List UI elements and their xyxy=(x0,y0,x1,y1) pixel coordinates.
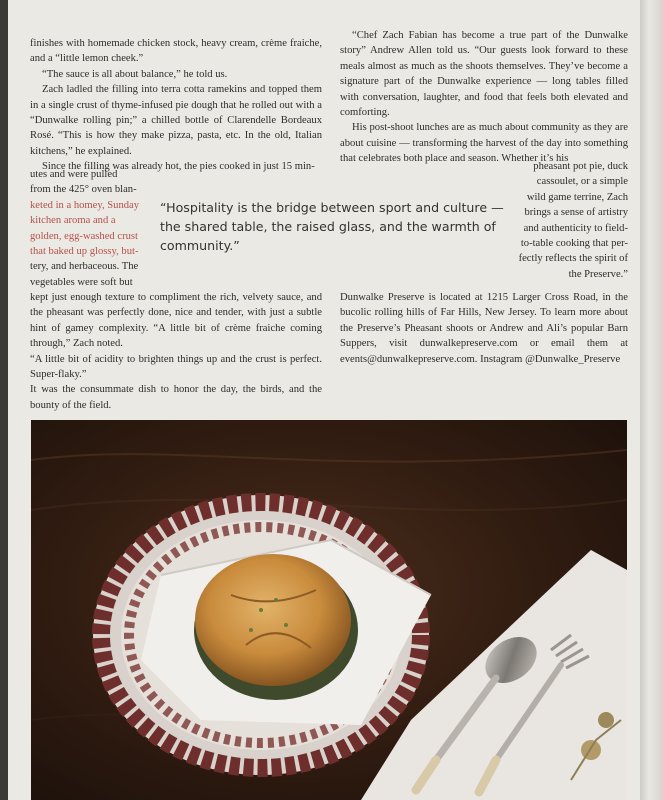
left-paragraph-5: “A little bit of acidity to brighten things up and the crust is perfect. Super-flaky.” xyxy=(30,353,322,381)
left-paragraph-6: It was the consummate dish to honor the day, the birds, and the bounty of the field. xyxy=(30,384,322,411)
wrap-line: fectly reflects the spirit of xyxy=(518,253,628,265)
right-paragraph-2: His post-shoot lunches are as much about community as they are about cuisine — transforming the harvest of the day into something that celebrates both place and season. Whether it’s his xyxy=(340,122,628,165)
wrap-line: the Preserve.” xyxy=(568,268,628,280)
right-column-continued xyxy=(340,290,628,367)
left-column-continued xyxy=(30,290,322,413)
wrap-line: vegetables were soft but xyxy=(30,276,133,288)
wrap-line: and authenticity to field- xyxy=(523,222,628,234)
left-paragraph-4-continued: kept just enough texture to compliment the rich, velvety sauce, and the pheasant was perfectly done, nice and tender, with just a subtle hint of gamey complexity. “A little bit of crème fraiche coming through,” Zach noted. xyxy=(30,292,322,350)
wrap-line: tery, and herbaceous. The xyxy=(30,261,139,273)
right-column xyxy=(340,28,628,167)
left-paragraph-4: Since the filling was already hot, the pies cooked in just 15 min- xyxy=(42,161,315,173)
wrap-line: pheasant pot pie, duck xyxy=(533,161,628,172)
next-page-edge xyxy=(640,0,663,800)
wrap-line: utes and were pulled xyxy=(30,169,118,180)
wrap-line: to-table cooking that per- xyxy=(520,238,628,250)
left-paragraph-2: “The sauce is all about balance,” he told us. xyxy=(42,68,228,80)
left-paragraph-3: Zach ladled the filling into terra cotta ramekins and topped them in a single crust of thyme-infused pie dough that he rolled out with a “Dunwalke rolling pin;” a chilled bottle of Clarendelle Bordeaux Rosé. “This is how they make pizza, pasta, etc. In the old, Italian kitchens,” he explained. xyxy=(30,84,322,157)
wrap-line-highlighted: that baked up glossy, but- xyxy=(30,246,139,258)
photo-illustration xyxy=(31,420,627,800)
pot-pie-photo xyxy=(31,420,627,800)
right-paragraph-1: “Chef Zach Fabian has become a true part of the Dunwalke story” Andrew Allen told us. “Our guests look forward to these meals almost as much as the shoots themselves. They’ve become a signature part of the Dunwalke experience — long tables filled with conversation, laughter, and food that feels both elevated and comforting. xyxy=(340,30,628,119)
wrap-line: wild game terrine, Zach xyxy=(526,191,628,203)
left-paragraph-1: finishes with homemade chicken stock, heavy cream, crème fraiche, and a “little lemon cheek.” xyxy=(30,38,322,65)
left-column xyxy=(30,36,322,175)
wrap-line-highlighted: golden, egg-washed crust xyxy=(30,230,138,242)
wrap-line: cassoulet, or a simple xyxy=(536,176,628,188)
wrap-line-highlighted: kitchen aroma and a xyxy=(30,215,116,227)
right-paragraph-3: Dunwalke Preserve is located at 1215 Larger Cross Road, in the bucolic rolling hills of Far Hills, New Jersey. To learn more about the Preserve’s Pheasant shoots or Andrew and Ali’s popular Barn Suppers, visit dunwalkepreserve.com or email them at events@dunwalkepreserve.com. Instagram @Dunwalke_Preserve xyxy=(340,292,628,365)
right-wrap-block xyxy=(517,159,628,282)
wrap-line-highlighted: keted in a homey, Sunday xyxy=(30,199,140,211)
wrap-line: from the 425° oven blan- xyxy=(30,184,137,196)
pull-quote: “Hospitality is the bridge between sport and culture — the shared table, the raised glass, and the warmth of community.” xyxy=(160,200,504,253)
wrap-line: brings a sense of artistry xyxy=(524,207,628,219)
page-gutter-shadow xyxy=(0,0,8,800)
left-wrap-block xyxy=(30,167,147,290)
